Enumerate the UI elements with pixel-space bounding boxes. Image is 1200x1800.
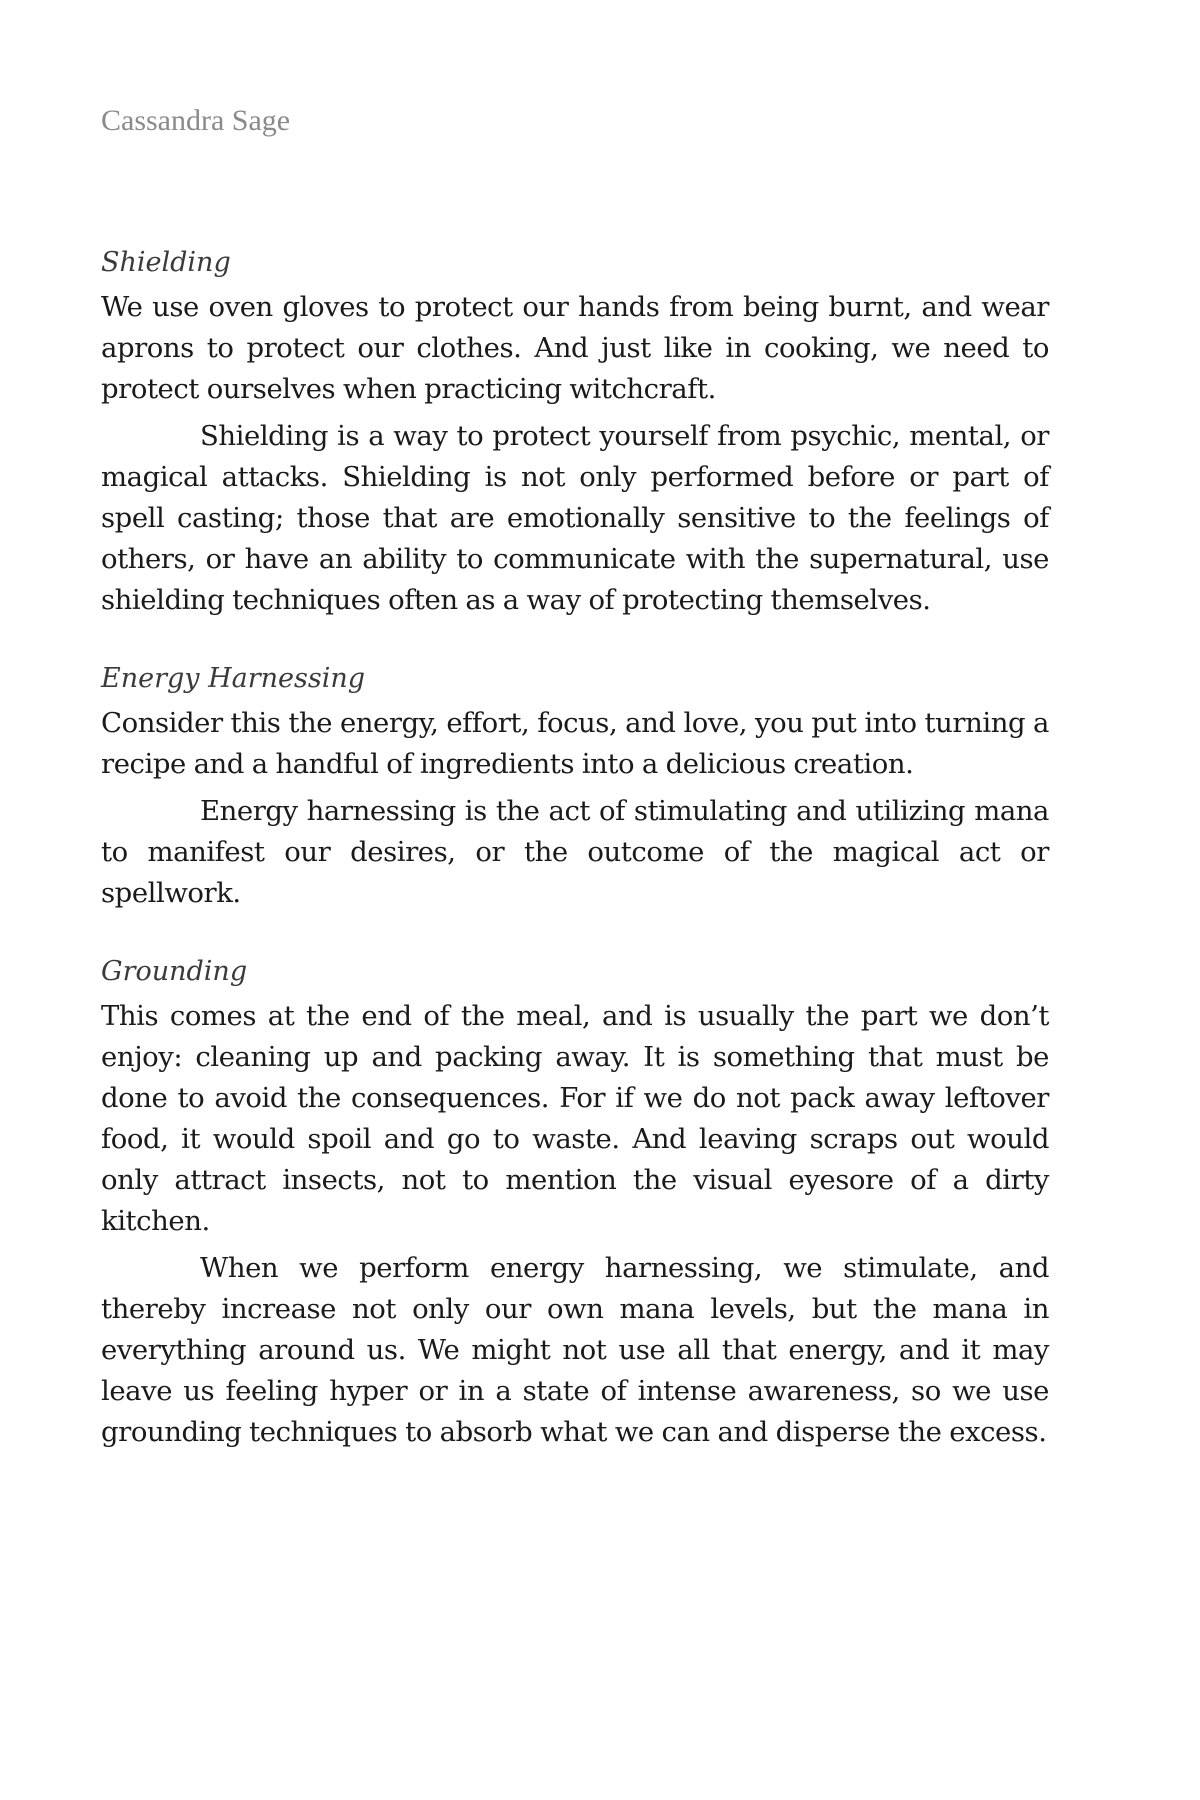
page-body — [101, 245, 1049, 1453]
running-head-author: Cassandra Sage — [101, 104, 291, 137]
paragraph: Consider this the energy, effort, focus, and love, you put into turning a recipe and a handful of ingredients into a delicious creation. — [101, 707, 1049, 780]
paragraph: Energy harnessing is the act of stimulating and utilizing mana to manifest our desires, or the outcome of the magical act or spellwork. — [101, 795, 1049, 909]
section-heading: Energy Harnessing — [101, 663, 366, 694]
paragraph: When we perform energy harnessing, we stimulate, and thereby increase not only our own mana levels, but the mana in everything around us. We might not use all that energy, and it may leave us feeling hyper or in a state of intense awareness, so we use grounding techniques to absorb what we can and disperse the excess. — [101, 1252, 1049, 1448]
section-grounding — [101, 954, 1049, 1453]
section-energy-harnessing — [101, 661, 1049, 914]
paragraph: Shielding is a way to protect yourself from psychic, mental, or magical attacks. Shielding is not only performed before or part of spell casting; those that are emotionally sensitive to the feelings of others, or have an ability to communicate with the supernatural, use shielding techniques often as a way of protecting themselves. — [101, 420, 1049, 616]
section-heading: Grounding — [101, 956, 248, 987]
paragraph: We use oven gloves to protect our hands from being burnt, and wear aprons to protect our clothes. And just like in cooking, we need to protect ourselves when practicing witchcraft. — [101, 291, 1049, 405]
section-heading: Shielding — [101, 247, 231, 278]
paragraph: This comes at the end of the meal, and is usually the part we don’t enjoy: cleaning up and packing away. It is something that must be done to avoid the consequences. For if we do not pack away leftover food, it would spoil and go to waste. And leaving scraps out would only attract insects, not to mention the visual eyesore of a dirty kitchen. — [101, 1000, 1049, 1237]
section-shielding — [101, 245, 1049, 621]
